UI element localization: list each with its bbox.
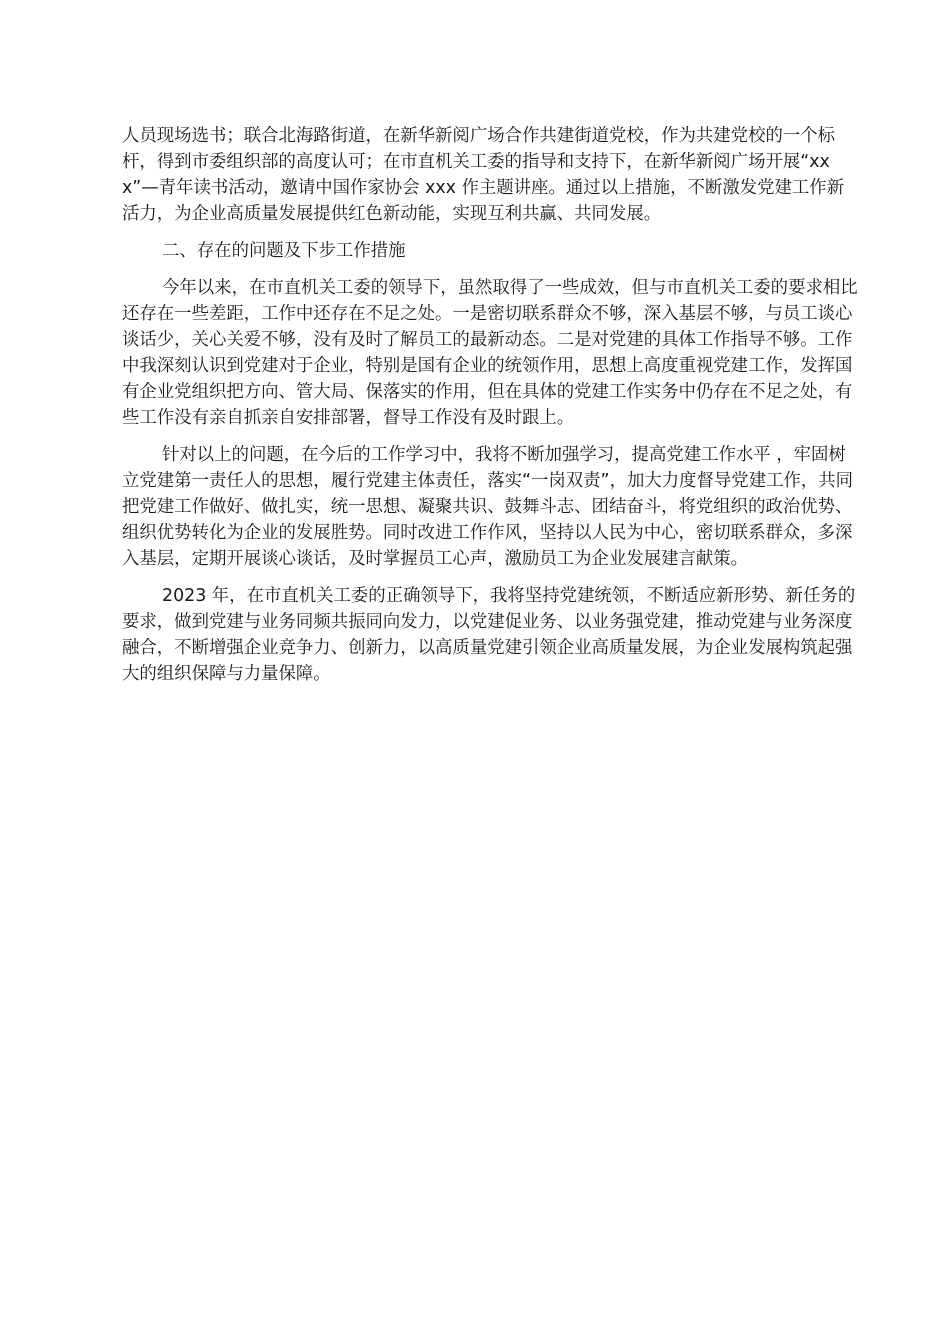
paragraph-continued: 人员现场选书；联合北海路街道，在新华新阅广场合作共建街道党校，作为共建党校的一个标杆，得到市委组织部的高度认可；在市直机关工委的指导和支持下，在新华新阅广场开展“xxx”—青年读书活动，邀请中国作家协会 xxx 作主题讲座。通过以上措施，不断激发党建工作新活力，为企业高质量发展提供红色新动能，实现互利共赢、共同发展。 [122,126,845,224]
section-heading: 二、存在的问题及下步工作措施 [162,241,406,261]
paragraph-measures: 针对以上的问题，在今后的工作学习中，我将不断加强学习，提高党建工作水平 ，牢固树立党建第一责任人的思想，履行党建主体责任，落实“一岗双责”，加大力度督导党建工作，共同把党建工作做好、做扎实，统一思想、凝聚共识、鼓舞斗志、团结奋斗，将党组织的政治优势、组织优势转化为企业的发展胜势。同时改进工作作风，坚持以人民为中心，密切联系群众，多深入基层，定期开展谈心谈话，及时掌握员工心声，激励员工为企业发展建言献策。 [122,445,854,569]
paragraph-outlook: 2023 年，在市直机关工委的正确领导下，我将坚持党建统领，不断适应新形势、新任务的要求，做到党建与业务同频共振同向发力，以党建促业务、以业务强党建，推动党建与业务深度融合，不断增强企业竞争力、创新力，以高质量党建引领企业高质量发展，为企业发展构筑起强大的组织保障与力量保障。 [122,586,856,684]
document-page [122,123,858,687]
paragraph-problems: 今年以来，在市直机关工委的领导下，虽然取得了一些成效，但与市直机关工委的要求相比还存在一些差距，工作中还存在不足之处。一是密切联系群众不够，深入基层不够，与员工谈心谈话少，关心关爱不够，没有及时了解员工的最新动态。二是对党建的具体工作指导不够。工作中我深刻认识到党建对于企业，特别是国有企业的统领作用，思想上高度重视党建工作，发挥国有企业党组织把方向、管大局、保落实的作用，但在具体的党建工作实务中仍存在不足之处，有些工作没有亲自抓亲自安排部署，督导工作没有及时跟上。 [122,278,858,428]
